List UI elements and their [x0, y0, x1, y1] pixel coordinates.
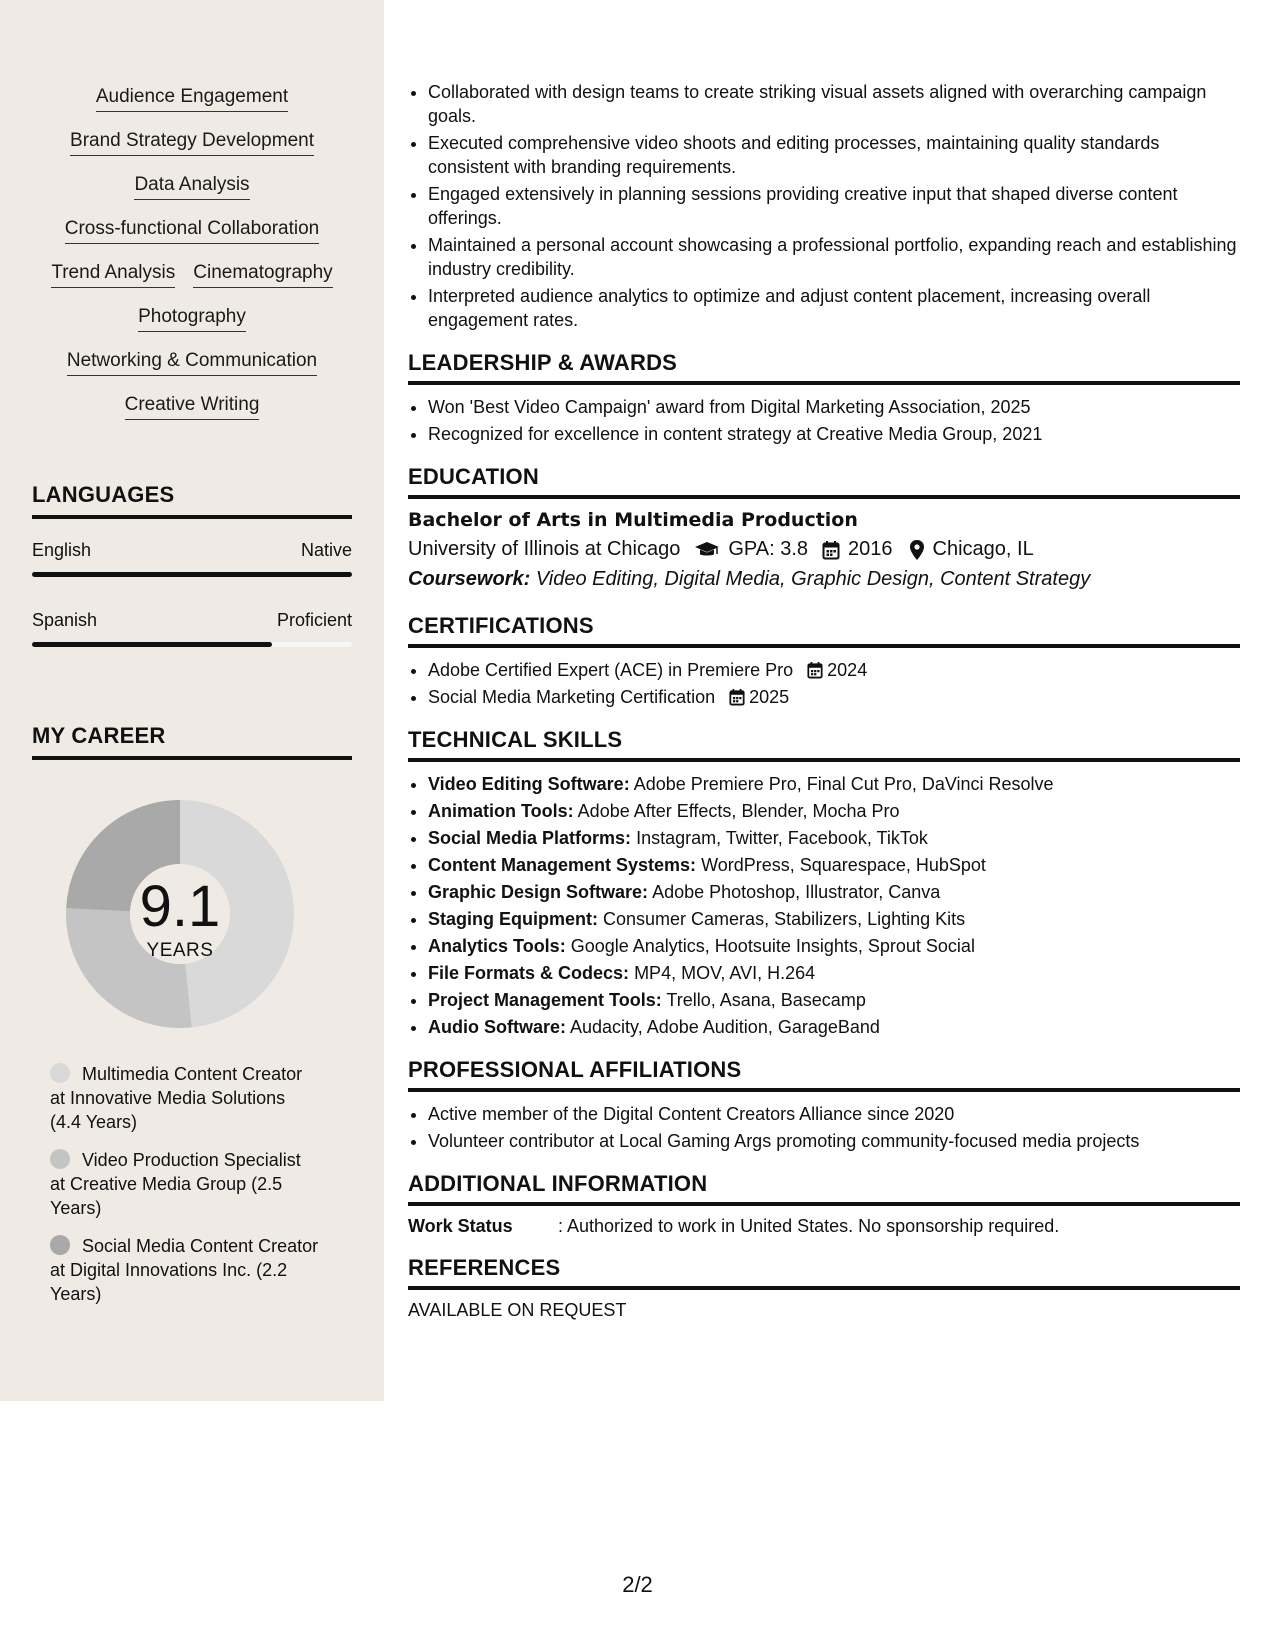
affiliations-list	[408, 1102, 1240, 1153]
skill-category: Video Editing Software:	[428, 774, 630, 794]
degree-title: Bachelor of Arts in Multimedia Production	[408, 509, 858, 531]
language-item	[32, 610, 352, 647]
technical-skills-list	[408, 772, 1240, 1039]
skill-tag: Data Analysis	[134, 174, 249, 200]
career-text: Multimedia Content Creator at Innovative Media Solutions (4.4 Years)	[50, 1064, 303, 1132]
calendar-icon	[822, 540, 840, 560]
main-content	[408, 80, 1240, 1321]
technical-skill-item	[428, 934, 1240, 958]
certification-item	[428, 685, 1240, 709]
legend-dot	[50, 1063, 70, 1083]
leadership-item: • Won 'Best Video Campaign' award from Digital Marketing Association, 2025	[428, 395, 1240, 419]
skill-values: Adobe Premiere Pro, Final Cut Pro, DaVinci Resolve	[633, 774, 1054, 794]
technical-skill-item	[428, 1015, 1240, 1039]
references-heading: REFERENCES	[408, 1255, 1240, 1290]
languages-heading: LANGUAGES	[32, 482, 352, 519]
certifications-heading: CERTIFICATIONS	[408, 613, 1240, 648]
career-unit: YEARS	[146, 940, 214, 961]
language-name: English	[32, 540, 92, 560]
school-name: University of Illinois at Chicago	[408, 538, 681, 560]
education-heading: EDUCATION	[408, 464, 1240, 499]
skill-category: Project Management Tools:	[428, 990, 662, 1010]
skill-category: Content Management Systems:	[428, 855, 697, 875]
technical-skill-item	[428, 826, 1240, 850]
skill-tag: Photography	[138, 306, 246, 332]
legend-dot	[50, 1235, 70, 1255]
skill-values: WordPress, Squarespace, HubSpot	[701, 855, 986, 875]
skill-values: Audacity, Adobe Audition, GarageBand	[570, 1017, 880, 1037]
language-proficiency-fill	[32, 572, 352, 577]
skill-tag: Cinematography	[193, 262, 332, 288]
coursework-value: Video Editing, Digital Media, Graphic Design, Content Strategy	[535, 568, 1091, 590]
skill-values: Adobe After Effects, Blender, Mocha Pro	[577, 801, 900, 821]
career-text: Video Production Specialist at Creative Media Group (2.5 Years)	[50, 1150, 301, 1218]
experience-bullet: • Executed comprehensive video shoots and editing processes, maintaining quality standards consistent with branding requirements.	[428, 131, 1240, 179]
work-status-value: : Authorized to work in United States. No sponsorship required.	[558, 1216, 1060, 1236]
technical-skill-item	[428, 772, 1240, 796]
skill-tag: Cross-functional Collaboration	[65, 218, 320, 244]
language-item	[32, 540, 352, 577]
skill-category: File Formats & Codecs:	[428, 963, 630, 983]
technical-skills-heading: TECHNICAL SKILLS	[408, 727, 1240, 762]
technical-skill-item	[428, 907, 1240, 931]
experience-bullet: • Interpreted audience analytics to optimize and adjust content placement, increasing overall engagement rates.	[428, 284, 1240, 332]
additional-info-heading: ADDITIONAL INFORMATION	[408, 1171, 1240, 1206]
skill-tag: Brand Strategy Development	[70, 130, 314, 156]
skill-category: Social Media Platforms:	[428, 828, 632, 848]
calendar-icon	[729, 688, 745, 706]
career-legend-item	[50, 1148, 320, 1220]
skill-values: Instagram, Twitter, Facebook, TikTok	[636, 828, 928, 848]
technical-skill-item	[428, 799, 1240, 823]
career-heading: MY CAREER	[32, 723, 352, 760]
calendar-icon	[807, 661, 823, 679]
education-meta	[408, 538, 1240, 561]
skill-values: MP4, MOV, AVI, H.264	[634, 963, 816, 983]
experience-bullet: • Collaborated with design teams to create striking visual assets aligned with overarching campaign goals.	[428, 80, 1240, 128]
skill-category: Animation Tools:	[428, 801, 574, 821]
graduation-cap-icon	[694, 540, 720, 560]
career-legend-item	[50, 1062, 320, 1134]
graduation-year: 2016	[848, 538, 893, 560]
gpa: GPA: 3.8	[728, 538, 809, 560]
skill-category: Staging Equipment:	[428, 909, 598, 929]
language-level: Proficient	[276, 610, 352, 630]
skill-category: Graphic Design Software:	[428, 882, 649, 902]
leadership-heading: LEADERSHIP & AWARDS	[408, 350, 1240, 385]
technical-skill-item	[428, 880, 1240, 904]
career-legend	[50, 1062, 320, 1320]
skill-values: Adobe Photoshop, Illustrator, Canva	[652, 882, 941, 902]
skill-category: Analytics Tools:	[428, 936, 566, 956]
skill-tag: Networking & Communication	[67, 350, 317, 376]
technical-skill-item	[428, 961, 1240, 985]
language-name: Spanish	[32, 610, 98, 630]
technical-skill-item	[428, 853, 1240, 877]
affiliation-item: • Volunteer contributor at Local Gaming Args promoting community-focused media projects	[428, 1129, 1240, 1153]
coursework-label: Coursework:	[408, 568, 531, 590]
skill-values: Consumer Cameras, Stabilizers, Lighting Kits	[603, 909, 966, 929]
experience-bullet: • Maintained a personal account showcasing a professional portfolio, expanding reach and establishing industry credibility.	[428, 233, 1240, 281]
references-text: AVAILABLE ON REQUEST	[408, 1300, 627, 1320]
certifications-list	[408, 658, 1240, 709]
leadership-item: • Recognized for excellence in content strategy at Creative Media Group, 2021	[428, 422, 1240, 446]
skill-tag: Trend Analysis	[51, 262, 175, 288]
language-level: Native	[300, 540, 352, 560]
career-donut-label	[66, 800, 294, 1028]
location: Chicago, IL	[932, 538, 1034, 560]
language-proficiency-fill	[32, 642, 272, 647]
certification-year: 2025	[749, 687, 790, 707]
skill-values: Google Analytics, Hootsuite Insights, Sprout Social	[570, 936, 975, 956]
skill-tag: Audience Engagement	[96, 86, 288, 112]
skill-values: Trello, Asana, Basecamp	[666, 990, 866, 1010]
leadership-list	[408, 395, 1240, 446]
certification-name: Social Media Marketing Certification	[428, 687, 716, 707]
experience-bullets	[408, 80, 1240, 332]
certification-year: 2024	[827, 660, 868, 680]
coursework	[408, 568, 1240, 591]
certification-name: Adobe Certified Expert (ACE) in Premiere Pro	[428, 660, 794, 680]
skill-category: Audio Software:	[428, 1017, 566, 1037]
skill-tag: Creative Writing	[125, 394, 260, 420]
affiliations-heading: PROFESSIONAL AFFILIATIONS	[408, 1057, 1240, 1092]
experience-bullet: • Engaged extensively in planning sessions providing creative input that shaped diverse content offerings.	[428, 182, 1240, 230]
skills-list	[0, 86, 384, 438]
technical-skill-item	[428, 988, 1240, 1012]
work-status-label: Work Status	[408, 1216, 513, 1236]
sidebar	[0, 0, 384, 1401]
affiliation-item: • Active member of the Digital Content Creators Alliance since 2020	[428, 1102, 1240, 1126]
career-text: Social Media Content Creator at Digital Innovations Inc. (2.2 Years)	[50, 1236, 319, 1304]
language-proficiency-bar	[32, 572, 352, 577]
location-pin-icon	[909, 539, 925, 561]
language-proficiency-bar	[32, 642, 352, 647]
career-legend-item	[50, 1234, 320, 1306]
page-number: 2/2	[622, 1572, 653, 1597]
work-status-row	[408, 1216, 1240, 1237]
career-total: 9.1	[139, 874, 221, 939]
legend-dot	[50, 1149, 70, 1169]
certification-item	[428, 658, 1240, 682]
